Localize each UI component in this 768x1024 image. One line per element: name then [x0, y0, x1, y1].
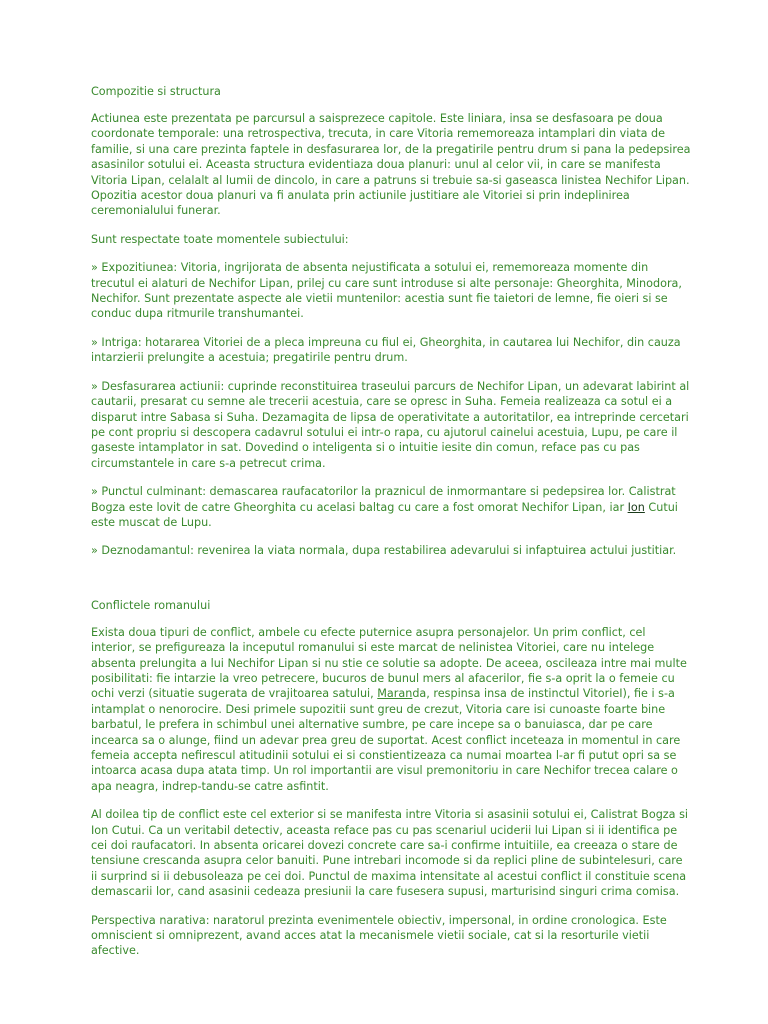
- paragraph-momente: Sunt respectate toate momentele subiectului:: [91, 232, 349, 246]
- ion-link[interactable]: Ion: [627, 500, 645, 514]
- culminant-text-start: » Punctul culminant: demascarea raufacatorilor la praznicul de inmormantare si pedepsirea lor. Calistrat Bogza este lovit de catre Gheorghita cu acelasi baltag cu care a fost omorat Nechifor Lipan, iar: [91, 485, 676, 514]
- section-title-composition: Compozitie si structura: [91, 85, 221, 98]
- section-title-conflicts: Conflictele romanului: [91, 598, 211, 612]
- conflict-text-end: da, respinsa insa de instinctul VitorieI), fie i s-a intamplat o nenorocire. Desi primele supozitii sunt greu de crezut, Vitoria care isi cunoaste foarte bine barbatul, le prefera in schimbul unei alternative sumbre, pe care incepe sa o banuiasca, dar pe care incearca sa o alunge, fiind un adevar prea greu de suportat. Acest conflict inceteaza in momentul in care femeia accepta nefirescul atitudinii sotului ei si constientizeaza ca numai moartea l-ar fi putut opri sa se intoarca acasa dupa atata timp. Un rol importantii are visul premonitoriu in care Nechifor trecea calare o apa neagra, indrep-tandu-se catre asfintit.: [91, 687, 681, 793]
- paragraph-actiune: Actiunea este prezentata pe parcursul a saisprezece capitole. Este liniara, insa se desfasoara pe doua coordonate temporale: una retrospectiva, trecuta, in care Vitoria rememoreaza intamplari din viata de familie, si una care prezinta faptele in desfasurarea lor, de la pregatirile pentru drum si pana la pedepsirea asasinilor sotului ei. Aceasta structura evidentiaza doua planuri: unul al celor vii, in care se manifesta Vitoria Lipan, celalalt al lumii de dincolo, in care a patruns si trebuie sa-si gaseasca linistea Nechifor Lipan. Opozitia acestor doua planuri va fi anulata prin actiunile justitiare ale Vitoriei si prin indeplinirea ceremonialului funerar.: [91, 112, 691, 218]
- culminant-text-end: Cutui este muscat de Lupu.: [91, 500, 678, 529]
- paragraph-desfasurare: » Desfasurarea actiunii: cuprinde reconstituirea traseului parcurs de Nechifor Lipan, un adevarat labirint al cautarii, presarat cu semne ale trecerii acestuia, care se opresc in Suha. Femeia realizeaza ca sotul ei a disparut intre Sabasa si Suha. Dezamagita de lipsa de operativitate a autoritatilor, ea intreprinde cercetari pe cont propriu si descopera cadavrul sotului ei intr-o rapa, cu ajutorul cainelui acestuia, Lupu, pe care il gaseste intamplator in sat. Dovedind o inteligenta si o intuitie iesite din comun, reface pas cu pas circumstantele in care s-a petrecut crima.: [91, 379, 690, 470]
- maranda-link[interactable]: Maran: [377, 687, 413, 701]
- conflict-text-start: Exista doua tipuri de conflict, ambele cu efecte puternice asupra personajelor. Un prim conflict, cel interior, se prefigureaza la inceputul romanului si este marcat de nelinistea Vitoriei, care nu intelege absenta prelungita a lui Nechifor Lipan si nu stie ce solutie sa adopte. De aceea, oscileaza intre mai multe posibilitati: fie intarzie la vreo petrecere, bucuros de bunul mers al afacerilor, fie s-a oprit la o femeie cu ochi verzi (situatie sugerata de vrajitoarea satului,: [91, 625, 687, 701]
- paragraph-perspectiva: Perspectiva narativa: naratorul prezinta evenimentele obiectiv, impersonal, in ordine cronologica. Este omniscient si omniprezent, avand acces atat la mecanismele vietii sociale, cat si la resorturile vietii afective.: [91, 913, 667, 958]
- paragraph-conflict-exterior: Al doilea tip de conflict este cel exterior si se manifesta intre Vitoria si asasinii sotului ei, Calistrat Bogza si Ion Cutui. Ca un veritabil detectiv, aceasta reface pas cu pas scenariul uciderii lui Lipan si ii identifica pe cei doi raufacatori. In absenta oricarei dovezi concrete care sa-i confirme intuitiile, ea creeaza o stare de tensiune crescanda asupra celor banuiti. Pune intrebari incomode si da replici pline de subintelesuri, care ii surprind si ii debusoleaza pe cei doi. Punctul de maxima intensitate al acestui conflict il constituie scena demascarii lor, cand asasinii cedeaza presiunii la care fusesera supusi, marturisind singuri crima comisa.: [91, 808, 689, 899]
- paragraph-culminant: [91, 484, 691, 530]
- paragraph-conflict-interior: [91, 625, 691, 794]
- paragraph-expozitiune: » Expozitiunea: Vitoria, ingrijorata de absenta nejustificata a sotului ei, rememoreaza momente din trecutul ei alaturi de Nechifor Lipan, prilej cu care sunt introduse si alte personaje: Gheorghita, Minodora, Nechifor. Sunt prezentate aspecte ale vietii muntenilor: acestia sunt fie taietori de lemne, fie oieri si se conduc dupa ritmurile transhumantei.: [91, 261, 682, 321]
- document-page: [91, 84, 691, 972]
- section-gap: [91, 572, 691, 598]
- paragraph-intriga: » Intriga: hotararea Vitoriei de a pleca impreuna cu fiul ei, Gheorghita, in cautarea lui Nechifor, din cauza intarzierii prelungite a acestuia; pregatirile pentru drum.: [91, 335, 681, 365]
- paragraph-deznodamant: » Deznodamantul: revenirea la viata normala, dupa restabilirea adevarului si infaptuirea actului justitiar.: [91, 544, 677, 558]
